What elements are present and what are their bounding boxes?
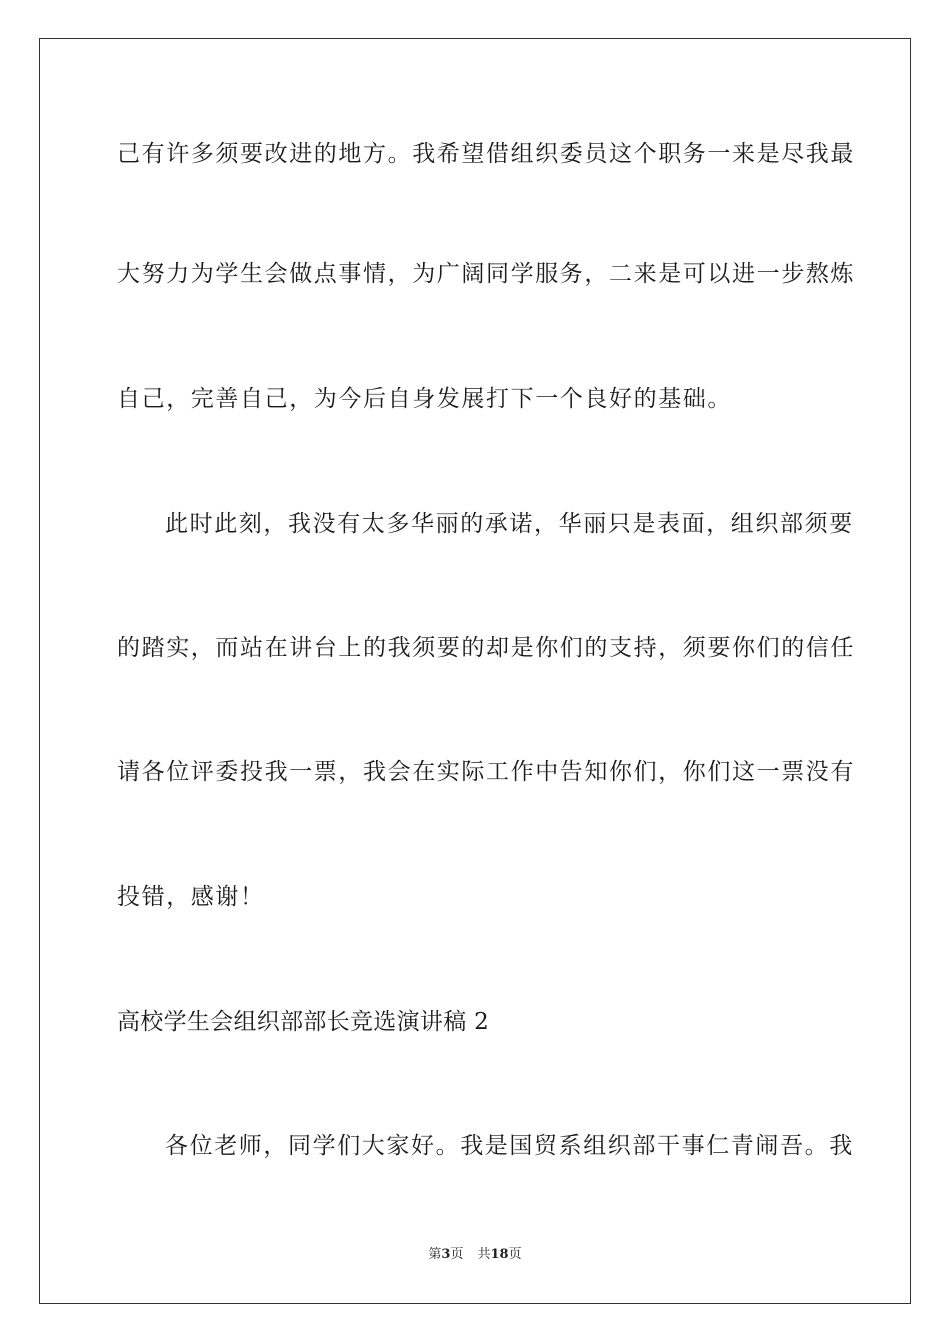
body-line-7: 投错，感谢！ [117, 884, 265, 910]
total-prefix: 共 [477, 1247, 491, 1262]
body-line-2: 大努力为学生会做点事情，为广阔同学服务，二来是可以进一步熬炼 [117, 261, 855, 287]
body-line-5: 的踏实，而站在讲台上的我须要的却是你们的支持，须要你们的信任 [117, 635, 855, 661]
body-line-4: 此时此刻，我没有太多华丽的承诺，华丽只是表面，组织部须要 [165, 511, 854, 537]
current-page-number: 3 [441, 1247, 451, 1262]
body-line-1: 己有许多须要改进的地方。我希望借组织委员这个职务一来是尽我最 [117, 141, 855, 167]
page-footer [0, 1247, 950, 1263]
total-pages-number: 18 [490, 1247, 509, 1262]
body-line-3: 自己，完善自己，为今后自身发展打下一个良好的基础。 [117, 386, 732, 412]
section-heading: 高校学生会组织部部长竞选演讲稿 2 [117, 1009, 490, 1035]
total-suffix: 页 [508, 1247, 522, 1262]
page-prefix: 第 [428, 1247, 442, 1262]
page-frame [39, 38, 911, 1304]
body-line-6: 请各位评委投我一票，我会在实际工作中告知你们，你们这一票没有 [117, 759, 855, 785]
page-suffix: 页 [450, 1247, 464, 1262]
body-line-9: 各位老师，同学们大家好。我是国贸系组织部干事仁青闹吾。我 [165, 1133, 854, 1159]
